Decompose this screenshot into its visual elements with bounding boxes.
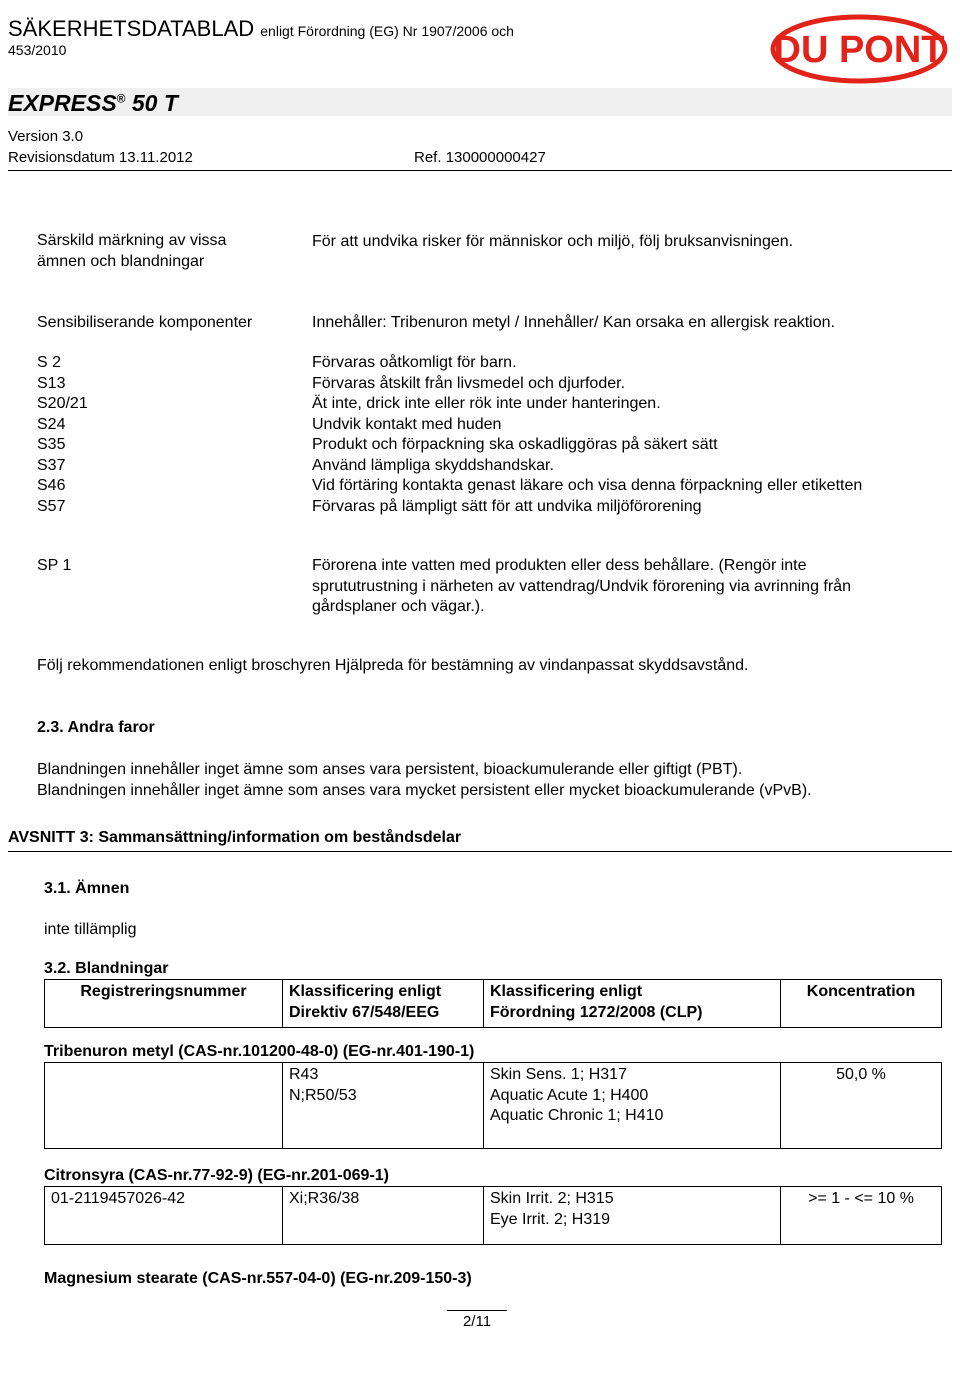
col-header-text: Koncentration [806,983,916,1000]
s-phrase-code: S35 [37,436,66,453]
registration-number: 01-2119457026-42 [51,1190,186,1207]
product-name-suffix: 50 T [131,90,178,116]
col-header-text: Klassificering enligt [289,983,442,1000]
logo-text: DU PONT [773,29,945,71]
product-name-main: EXPRESS [8,90,117,116]
dupont-logo [770,14,948,84]
col-header-text: Registreringsnummer [80,983,247,1000]
revision-date: Revisionsdatum 13.11.2012 [8,149,193,166]
component-table [44,1186,942,1245]
concentration-value: 50,0 % [836,1066,886,1083]
s-phrase-text: Förvaras oåtkomligt för barn. [312,354,517,371]
dsd-item: R43 [289,1066,319,1083]
other-hazards-heading: 2.3. Andra faror [37,719,155,736]
s-phrase-code: S13 [37,374,66,392]
cell-registration [45,1063,283,1149]
other-hazards-text [37,760,812,801]
component-name: Citronsyra (CAS-nr.77-92-9) (EG-nr.201-069-1) [44,1167,389,1184]
cell-dsd [283,1063,484,1149]
cell-clp [484,1187,781,1245]
clp-item: Eye Irrit. 2; H319 [490,1210,611,1228]
special-label-heading [37,231,226,272]
table-row [45,1187,942,1245]
dsd-item: Xi;R36/38 [289,1190,360,1207]
s-phrase-text: Förvaras åtskilt från livsmedel och djurfoder. [312,374,626,392]
substances-heading: 3.1. Ämnen [44,880,130,897]
col-dsd [283,980,484,1028]
dsd-item: N;R50/53 [289,1086,357,1104]
buffer-zone-note: Följ rekommendationen enligt broschyren Hjälpreda för bestämning av vindanpassat skyddsavstånd. [37,657,749,674]
component-table [44,1062,942,1149]
concentration-value: >= 1 - <= 10 % [808,1190,914,1207]
mixtures-heading: 3.2. Blandningar [44,960,169,977]
cell-registration [45,1187,283,1245]
sp1-line: gårdsplaner och vägar.). [312,598,485,615]
pbt-statement: Blandningen innehåller inget ämne som anses vara persistent, bioackumulerande eller giftigt (PBT). [37,761,743,778]
composition-header-table [44,979,942,1028]
table-header-row [45,980,942,1028]
s-phrase-text: Undvik kontakt med huden [312,415,502,433]
special-label-text: För att undvika risker för människor och miljö, följ bruksanvisningen. [312,233,794,250]
clp-item: Skin Irrit. 2; H315 [490,1190,614,1207]
cell-dsd [283,1187,484,1245]
clp-item: Aquatic Acute 1; H400 [490,1086,649,1104]
s-phrase-code: S46 [37,477,66,494]
special-label-line: ämnen och blandningar [37,252,205,270]
title-main: SÄKERHETSDATABLAD [8,16,255,41]
component-name: Tribenuron metyl (CAS-nr.101200-48-0) (EG-nr.401-190-1) [44,1043,475,1060]
col-header-text: Klassificering enligt [490,983,643,1000]
col-registration [45,980,283,1028]
col-header-text: Förordning 1272/2008 (CLP) [490,1003,703,1021]
table-row [45,1063,942,1149]
document-title [8,16,514,42]
s-phrase-code: S24 [37,415,66,433]
s-phrase-text: Ät inte, drick inte eller rök inte under hanteringen. [312,395,661,412]
cell-concentration [781,1063,942,1149]
sp1-code: SP 1 [37,557,72,574]
cell-clp [484,1063,781,1149]
product-name [8,90,178,117]
s-phrase-code: S37 [37,456,66,474]
s-phrase-codes [37,353,88,517]
s-phrase-text: Använd lämpliga skyddshandskar. [312,456,554,474]
col-header-text: Direktiv 67/548/EEG [289,1003,440,1021]
title-regulation: enligt Förordning (EG) Nr 1907/2006 och [260,23,514,39]
vpvb-statement: Blandningen innehåller inget ämne som anses vara mycket persistent eller mycket bioackumulerande (vPvB). [37,781,812,799]
clp-item: Skin Sens. 1; H317 [490,1066,627,1083]
component-name: Magnesium stearate (CAS-nr.557-04-0) (EG-nr.209-150-3) [44,1270,472,1287]
sp1-line: Förorena inte vatten med produkten eller dess behållare. (Rengör inte [312,557,807,574]
cell-concentration [781,1187,942,1245]
s-phrase-text: Vid förtäring kontakta genast läkare och visa denna förpackning eller etiketten [312,477,863,494]
s-phrase-code: S20/21 [37,395,88,412]
title-line2: 453/2010 [8,42,67,58]
col-clp [484,980,781,1028]
header-divider [8,170,952,171]
s-phrase-code: S 2 [37,354,62,371]
section3-divider [8,851,952,852]
s-phrase-code: S57 [37,497,66,515]
col-concentration [781,980,942,1028]
clp-item: Aquatic Chronic 1; H410 [490,1107,664,1124]
s-phrase-text: Produkt och förpackning ska oskadliggöras på säkert sätt [312,436,718,453]
sp1-line: sprututrustning i närheten av vattendrag/Undvik förorening via avrinning från [312,577,851,595]
sensitizing-text: Innehåller: Tribenuron metyl / Innehåller/ Kan orsaka en allergisk reaktion. [312,314,835,331]
special-label-line: Särskild märkning av vissa [37,232,227,249]
s-phrase-texts [312,353,862,517]
registered-mark: ® [116,91,126,106]
section3-heading: AVSNITT 3: Sammansättning/information om beståndsdelar [8,829,462,846]
page-number: 2/11 [447,1310,507,1335]
sensitizing-heading: Sensibiliserande komponenter [37,314,253,331]
substances-text: inte tillämplig [44,921,137,938]
version: Version 3.0 [8,128,84,145]
sp1-text [312,556,851,618]
reference-number: Ref. 130000000427 [414,149,546,166]
s-phrase-text: Förvaras på lämpligt sätt för att undvika miljöförorening [312,497,702,515]
